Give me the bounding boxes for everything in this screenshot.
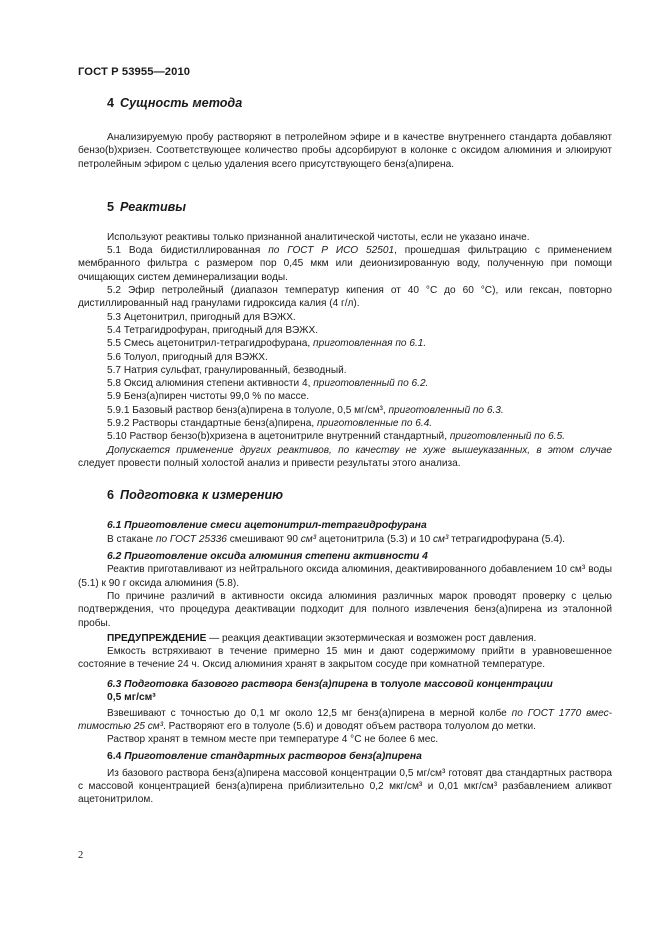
item-5-7: 5.7 Натрия сульфат, гранулированный, безводный. (107, 364, 347, 376)
paragraph: Используют реактивы только признанной аналитической чистоты, если не указано иначе. (107, 231, 530, 243)
item-5-6: 5.6 Толуол, пригодный для ВЭЖХ. (107, 351, 268, 363)
item-5-9-1: 5.9.1 Базовый раствор бенз(а)пирена в толуоле, 0,5 мг/см³, приготовленный по 6.3. (107, 404, 504, 416)
item-5-2: 5.2 Эфир петролейный (диапазон температур кипения от 40 °С до 60 °С), или гексан, повторно дистиллированный над гранулами гидроксида калия (4 г/л). (78, 285, 612, 310)
note-paragraph: Допускается применение других реактивов, по качеству не хуже вышеуказанных, в этом случае следует провести полный холостой анализ и привести результаты этого анализа. (78, 444, 612, 469)
item-5-8: 5.8 Оксид алюминия степени активности 4, приготовленный по 6.2. (107, 378, 429, 390)
section-heading (107, 488, 612, 503)
subsection-heading-6-3: 6.3 Подготовка базового раствора бенз(а)пирена в толуоле массовой концентрации (107, 678, 553, 690)
section-6 (78, 488, 612, 806)
item-5-5: 5.5 Смесь ацетонитрил-тетрагидрофурана, приготовленная по 6.1. (107, 338, 427, 350)
warning-paragraph: ПРЕДУПРЕЖДЕНИЕ — реакция деактивации экзотермическая и возможен рост давления. (107, 632, 537, 644)
paragraph: Раствор хранят в темном месте при температуре 4 °С не более 6 мес. (107, 734, 439, 746)
section-number: 4 (107, 96, 115, 110)
section-number: 6 (107, 488, 115, 503)
document-body (78, 92, 612, 807)
standard-header: ГОСТ Р 53955—2010 (78, 66, 191, 78)
paragraph: Анализируемую пробу растворяют в петролейном эфире и в качестве внутреннего стандарта добавляют бензо(b)хризен. Соответствующее количество пробы адсорбируют в колонке с оксидом алюминия и элюируют петролейным эфиром с целью удаления всего присутствующего бенз(а)пирена. (78, 132, 612, 170)
paragraph: Из базового раствора бенз(а)пирена массовой концентрации 0,5 мг/см³ готовят два стандартных раствора с массовой концентрацией бенз(а)пирена приблизительно 0,2 мкг/см³ и 0,01 мкг/см³ разбавлением аликвот ацетонитрилом. (78, 767, 612, 806)
item-5-9-2: 5.9.2 Растворы стандартные бенз(а)пирена, приготовленные по 6.4. (107, 418, 433, 430)
section-heading (107, 200, 612, 215)
item-5-4: 5.4 Тетрагидрофуран, пригодный для ВЭЖХ. (107, 324, 319, 336)
section-title: Подготовка к измерению (120, 488, 284, 503)
subsection-heading-6-4: 6.4 Приготовление стандартных растворов бенз(а)пирена (107, 751, 422, 763)
item-5-1: 5.1 Вода бидистиллированная по ГОСТ Р ИСО 52501, прошедшая фильтрацию с применением мембранного фильтра с размером пор 0,45 мкм или деионизированную воду, полученную при помощи очищающих систем деминерализации воды. (78, 245, 612, 283)
paragraph: В стакане по ГОСТ 25336 смешивают 90 см³ ацетонитрила (5.3) и 10 см³ тетрагидрофурана (5.4). (107, 533, 566, 545)
paragraph: Взвешивают с точностью до 0,1 мг около 12,5 мг бенз(а)пирена в мерной колбе по ГОСТ 1770 вместимостью 25 см³. Растворяют его в толуоле (5.6) и доводят объем раствора толуолом до метки. (78, 707, 612, 732)
section-5 (78, 200, 612, 470)
section-title: Реактивы (120, 199, 187, 214)
paragraph: Реактив приготавливают из нейтрального оксида алюминия, деактивированного добавлением 10 см³ воды (5.1) к 90 г оксида алюминия (5.8). (78, 564, 612, 589)
item-5-9: 5.9 Бенз(а)пирен чистоты 99,0 % по массе. (107, 391, 310, 403)
page-number: 2 (78, 850, 84, 861)
warning-label: ПРЕДУПРЕЖДЕНИЕ (107, 632, 207, 644)
subsection-heading-6-3-cont: 0,5 мг/см³ (107, 692, 156, 704)
section-heading (107, 96, 612, 111)
section-4 (78, 96, 612, 171)
paragraph: Емкость встряхивают в течение примерно 15 мин и дают содержимому прийти в уравновешенное состояние в течение 24 ч. Оксид алюминия хранят в закрытом сосуде при комнатной температуре. (78, 646, 612, 671)
subsection-heading-6-2: 6.2 Приготовление оксида алюминия степени активности 4 (107, 550, 428, 562)
subsection-heading-6-1: 6.1 Приготовление смеси ацетонитрил-тетрагидрофурана (107, 520, 427, 532)
paragraph: По причине различий в активности оксида алюминия различных марок проводят проверку с целью подтверждения, что процедура деактивации подходит для полного извлечения бенз(а)пирена из эталонной пробы. (78, 590, 612, 629)
section-title: Сущность метода (120, 96, 243, 110)
item-5-3: 5.3 Ацетонитрил, пригодный для ВЭЖХ. (107, 311, 296, 323)
item-5-10: 5.10 Раствор бензо(b)хризена в ацетонитриле внутренний стандартный, приготовленный по 6.5. (107, 431, 565, 443)
section-number: 5 (107, 199, 115, 214)
